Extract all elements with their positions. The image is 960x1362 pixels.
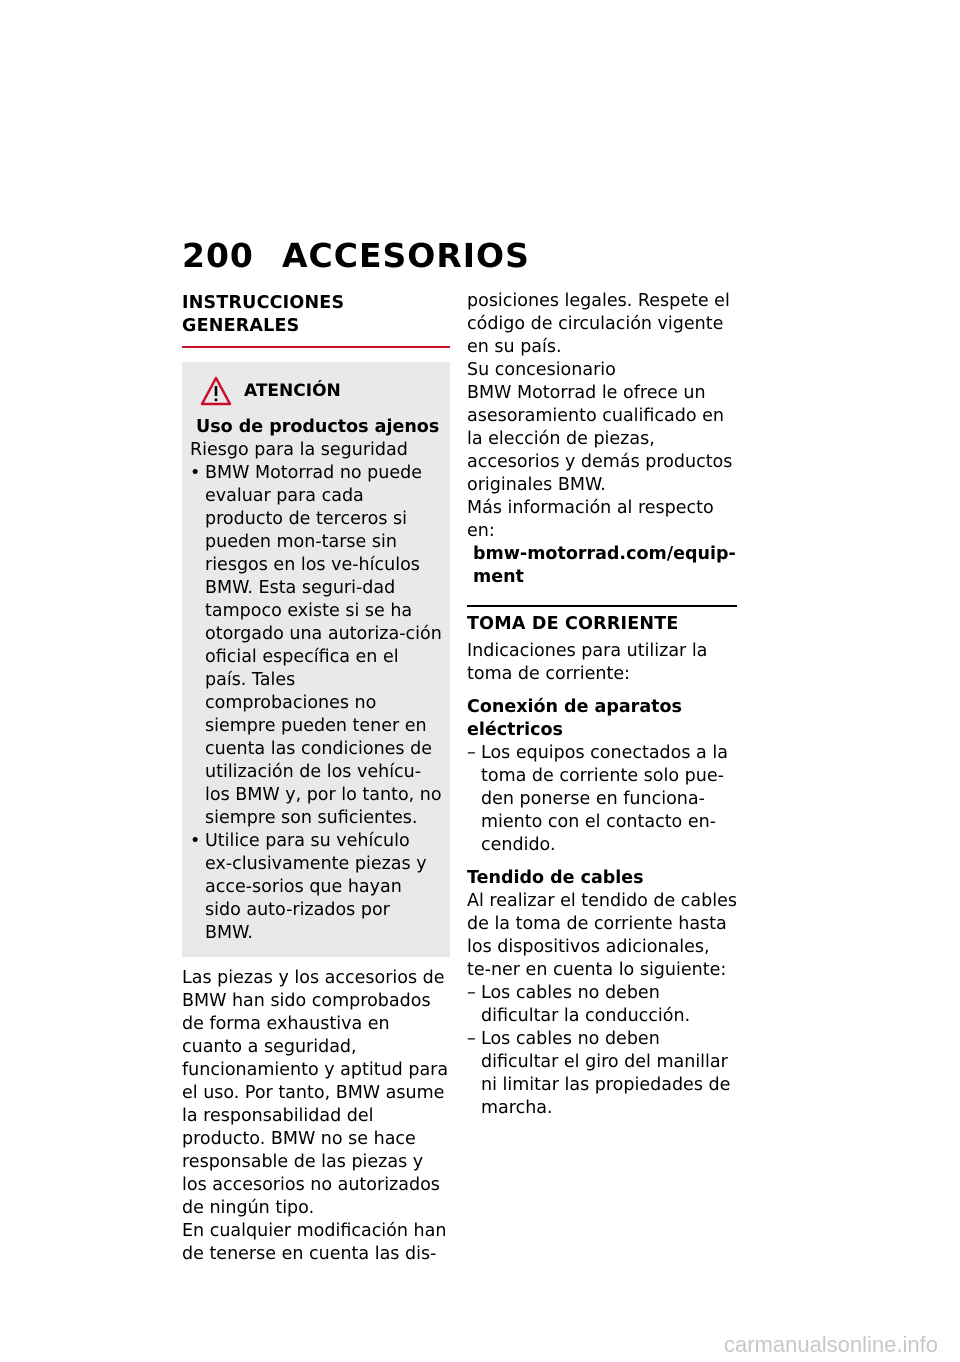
dealer-text: BMW Motorrad le ofrece un asesoramiento cualificado en la elección de piezas, accesorios y demás productos originales BMW.	[467, 383, 733, 495]
warning-bullet: • Utilice para su vehículo ex-clusivamente piezas y acce-sorios que hayan sido auto-rizados por BMW.	[190, 831, 427, 943]
left-column	[182, 292, 450, 1266]
page-number: 200	[182, 236, 254, 275]
body-paragraph: Las piezas y los accesorios de BMW han sido comprobados de forma exhaustiva en cuanto a seguridad, funcionamiento y aptitud para el uso. Por tanto, BMW asume la responsabilidad del producto. BMW no se hace responsable de las piezas y los accesorios no autorizados de ningún tipo.	[182, 968, 449, 1218]
section-title-socket: TOMA DE CORRIENTE	[467, 614, 679, 634]
warning-risk: Riesgo para la seguridad	[190, 440, 408, 460]
subsection-title: Conexión de aparatos eléctricos	[467, 697, 682, 740]
dash-item: – Los equipos conectados a la toma de corriente solo pue-den ponerse en funciona-miento con el contacto en-cendido.	[467, 743, 728, 855]
section-title-general: INSTRUCCIONES GENERALES	[182, 293, 345, 336]
intro-text: Indicaciones para utilizar la toma de corriente:	[467, 641, 708, 684]
page-title: ACCESORIOS	[282, 236, 530, 275]
section-divider	[182, 346, 450, 348]
warning-subtitle: Uso de productos ajenos	[196, 417, 440, 437]
equipment-link[interactable]: bmw-motorrad.com/equip-ment	[473, 544, 736, 587]
body-paragraph: En cualquier modificación han de tenerse en cuenta las dis-	[182, 1221, 447, 1264]
right-column	[467, 290, 737, 1120]
body-paragraph: posiciones legales. Respete el código de circulación vigente en su país.	[467, 291, 730, 357]
body-paragraph: Al realizar el tendido de cables de la toma de corriente hasta los dispositivos adicionales, te-ner en cuenta lo siguiente:	[467, 891, 737, 980]
dealer-title: Su concesionario	[467, 360, 616, 380]
dash-item: – Los cables no deben dificultar el giro del manillar ni limitar las propiedades de marcha.	[467, 1029, 731, 1118]
watermark: carmanualsonline.info	[723, 1332, 938, 1357]
warning-header	[200, 376, 442, 406]
subsection-title: Tendido de cables	[467, 868, 644, 888]
warning-triangle-icon	[200, 376, 232, 406]
warning-label: ATENCIÓN	[244, 380, 341, 401]
warning-bullet: • BMW Motorrad no puede evaluar para cada producto de terceros si pueden mon-tarse sin riesgos en los ve-hículos BMW. Esta seguri-dad tampoco existe si se ha otorgado una autoriza-ción oficial específica en el país. Tales comprobaciones no siempre pueden tener en cuenta las condiciones de utilización de los vehícu-los BMW y, por lo tanto, no siempre son suficientes.	[190, 463, 442, 828]
warning-box	[182, 362, 450, 957]
section-divider	[467, 605, 737, 607]
more-info-text: Más información al respecto en:	[467, 498, 714, 541]
dash-item: – Los cables no deben dificultar la conducción.	[467, 983, 691, 1026]
page-header	[182, 236, 530, 275]
